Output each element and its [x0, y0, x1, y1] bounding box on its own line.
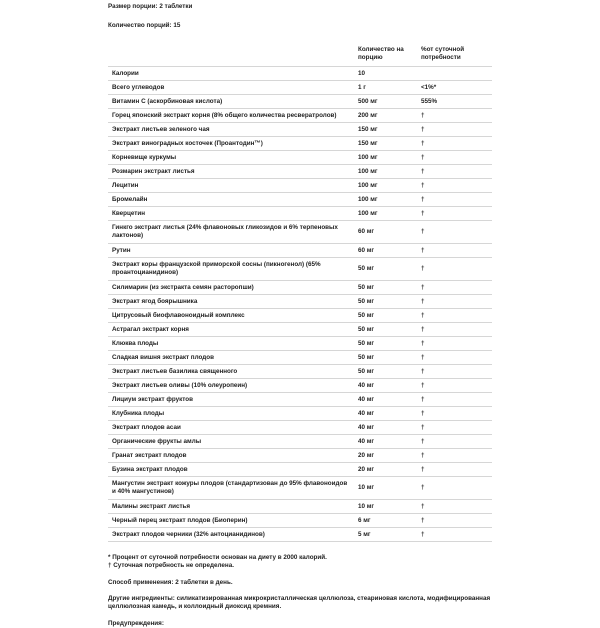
ingredient-daily-value: † [417, 421, 492, 435]
ingredient-daily-value: † [417, 179, 492, 193]
table-row [108, 137, 492, 151]
ingredient-amount: 5 мг [354, 528, 417, 542]
ingredient-daily-value: † [417, 109, 492, 123]
ingredient-name: Малины экстракт листья [108, 500, 354, 514]
table-row [108, 449, 492, 463]
table-row [108, 500, 492, 514]
ingredient-daily-value: † [417, 463, 492, 477]
ingredient-amount: 100 мг [354, 179, 417, 193]
ingredient-name: Клубника плоды [108, 407, 354, 421]
table-row [108, 67, 492, 81]
table-row [108, 295, 492, 309]
ingredient-daily-value: † [417, 407, 492, 421]
ingredient-name: Лициум экстракт фруктов [108, 393, 354, 407]
ingredient-amount: 100 мг [354, 207, 417, 221]
ingredient-daily-value: † [417, 514, 492, 528]
ingredient-name: Экстракт плодов асаи [108, 421, 354, 435]
ingredient-amount: 40 мг [354, 379, 417, 393]
ingredient-name: Органические фрукты амлы [108, 435, 354, 449]
table-row [108, 477, 492, 500]
table-row [108, 244, 492, 258]
ingredient-daily-value: † [417, 477, 492, 500]
table-row [108, 323, 492, 337]
ingredient-amount: 10 мг [354, 477, 417, 500]
table-row [108, 514, 492, 528]
ingredient-name: Витамин C (аскорбиновая кислота) [108, 95, 354, 109]
table-row [108, 207, 492, 221]
ingredient-name: Корневище куркумы [108, 151, 354, 165]
ingredient-amount: 50 мг [354, 309, 417, 323]
ingredient-amount: 150 мг [354, 137, 417, 151]
ingredient-name: Розмарин экстракт листья [108, 165, 354, 179]
header-amount-per-serving: Количество на порцию [354, 42, 417, 67]
table-row [108, 421, 492, 435]
ingredient-daily-value: † [417, 207, 492, 221]
ingredient-name: Экстракт коры французской приморской сосны (пикногенол) (65% проантоцианидинов) [108, 258, 354, 281]
ingredient-amount: 6 мг [354, 514, 417, 528]
ingredient-name: Экстракт листьев зеленого чая [108, 123, 354, 137]
ingredient-name: Черный перец экстракт плодов (Биоперин) [108, 514, 354, 528]
ingredient-amount: 40 мг [354, 407, 417, 421]
header-ingredient [108, 42, 354, 67]
footnotes [108, 554, 492, 628]
ingredient-daily-value [417, 67, 492, 81]
servings-per-container: Количество порций: 15 [108, 22, 181, 29]
ingredient-amount: 150 мг [354, 123, 417, 137]
ingredient-amount: 50 мг [354, 351, 417, 365]
ingredient-daily-value: † [417, 244, 492, 258]
ingredient-amount: 40 мг [354, 393, 417, 407]
ingredient-name: Экстракт ягод боярышника [108, 295, 354, 309]
ingredient-amount: 500 мг [354, 95, 417, 109]
ingredient-daily-value: † [417, 258, 492, 281]
ingredient-name: Горец японский экстракт корня (8% общего количества ресвератролов) [108, 109, 354, 123]
table-row [108, 463, 492, 477]
ingredient-amount: 50 мг [354, 337, 417, 351]
ingredient-name: Экстракт листьев оливы (10% олеуропеин) [108, 379, 354, 393]
ingredient-daily-value: † [417, 528, 492, 542]
ingredient-daily-value: 555% [417, 95, 492, 109]
nutrition-table [108, 42, 492, 542]
footnote-daily-value: * Процент от суточной потребности основан на диету в 2000 калорий. [108, 554, 327, 561]
ingredient-daily-value: † [417, 165, 492, 179]
ingredient-name: Бромелайн [108, 193, 354, 207]
ingredient-daily-value: † [417, 365, 492, 379]
ingredient-daily-value: † [417, 351, 492, 365]
ingredient-daily-value: † [417, 221, 492, 244]
table-row [108, 193, 492, 207]
usage-directions: Способ применения: 2 таблетки в день. [108, 578, 233, 586]
ingredient-name: Сладкая вишня экстракт плодов [108, 351, 354, 365]
ingredient-amount: 60 мг [354, 244, 417, 258]
ingredient-name: Клюква плоды [108, 337, 354, 351]
table-row [108, 407, 492, 421]
ingredient-name: Гранат экстракт плодов [108, 449, 354, 463]
table-row [108, 109, 492, 123]
ingredient-name: Бузина экстракт плодов [108, 463, 354, 477]
ingredient-daily-value: † [417, 295, 492, 309]
table-row [108, 393, 492, 407]
ingredient-name: Мангустин экстракт кожуры плодов (стандартизован до 95% флавоноидов и 40% мангустинов) [108, 477, 354, 500]
ingredient-daily-value: † [417, 393, 492, 407]
table-row [108, 123, 492, 137]
footnote-not-established: † Суточная потребность не определена. [108, 561, 234, 569]
table-row [108, 337, 492, 351]
ingredient-name: Кверцетин [108, 207, 354, 221]
ingredient-name: Гинкго экстракт листья (24% флавоновых гликозидов и 6% терпеновых лактонов) [108, 221, 354, 244]
ingredient-amount: 10 мг [354, 500, 417, 514]
ingredient-amount: 50 мг [354, 365, 417, 379]
ingredient-amount: 60 мг [354, 221, 417, 244]
ingredient-amount: 20 мг [354, 449, 417, 463]
ingredient-amount: 50 мг [354, 323, 417, 337]
other-ingredients: Другие ингредиенты: силикатизированная микрокристаллическая целлюлоза, стеариновая кислота, модифицированная целлюлозная камедь, и коллоидный диоксид кремния. [108, 595, 491, 611]
ingredient-daily-value: † [417, 449, 492, 463]
table-row [108, 258, 492, 281]
ingredient-amount: 100 мг [354, 193, 417, 207]
ingredient-name: Калории [108, 67, 354, 81]
table-row [108, 221, 492, 244]
ingredient-daily-value: † [417, 323, 492, 337]
table-row [108, 365, 492, 379]
warnings-heading: Предупреждения: [108, 619, 164, 627]
serving-size: Размер порции: 2 таблетки [108, 3, 193, 10]
ingredient-name: Лецитин [108, 179, 354, 193]
table-row [108, 309, 492, 323]
ingredient-daily-value: † [417, 281, 492, 295]
ingredient-amount: 50 мг [354, 295, 417, 309]
ingredient-amount: 100 мг [354, 151, 417, 165]
ingredient-amount: 1 г [354, 81, 417, 95]
table-row [108, 351, 492, 365]
ingredient-daily-value: † [417, 137, 492, 151]
ingredient-daily-value: † [417, 193, 492, 207]
ingredient-name: Экстракт виноградных косточек (Проантодин™) [108, 137, 354, 151]
ingredient-name: Всего углеводов [108, 81, 354, 95]
ingredient-name: Цитрусовый биофлавоноидный комплекс [108, 309, 354, 323]
ingredient-amount: 40 мг [354, 421, 417, 435]
table-row [108, 165, 492, 179]
ingredient-amount: 10 [354, 67, 417, 81]
supplement-facts-panel [108, 0, 492, 628]
ingredient-amount: 20 мг [354, 463, 417, 477]
table-row [108, 379, 492, 393]
ingredient-name: Экстракт плодов черники (32% антоцианидинов) [108, 528, 354, 542]
ingredient-name: Астрагал экстракт корня [108, 323, 354, 337]
ingredient-daily-value: † [417, 123, 492, 137]
ingredient-amount: 50 мг [354, 281, 417, 295]
table-row [108, 528, 492, 542]
ingredient-amount: 40 мг [354, 435, 417, 449]
ingredient-daily-value: † [417, 337, 492, 351]
table-row [108, 179, 492, 193]
header-daily-value: %от суточной потребности [417, 42, 492, 67]
ingredient-name: Рутин [108, 244, 354, 258]
ingredient-daily-value: † [417, 379, 492, 393]
ingredient-daily-value: <1%* [417, 81, 492, 95]
ingredient-amount: 200 мг [354, 109, 417, 123]
table-row [108, 95, 492, 109]
ingredient-daily-value: † [417, 309, 492, 323]
ingredient-name: Силимарин (из экстракта семян расторопши) [108, 281, 354, 295]
ingredient-name: Экстракт листьев базилика священного [108, 365, 354, 379]
table-body [108, 67, 492, 542]
table-row [108, 435, 492, 449]
ingredient-daily-value: † [417, 151, 492, 165]
ingredient-daily-value: † [417, 500, 492, 514]
ingredient-daily-value: † [417, 435, 492, 449]
table-row [108, 281, 492, 295]
ingredient-amount: 50 мг [354, 258, 417, 281]
ingredient-amount: 100 мг [354, 165, 417, 179]
table-header-row [108, 42, 492, 67]
table-row [108, 81, 492, 95]
table-row [108, 151, 492, 165]
